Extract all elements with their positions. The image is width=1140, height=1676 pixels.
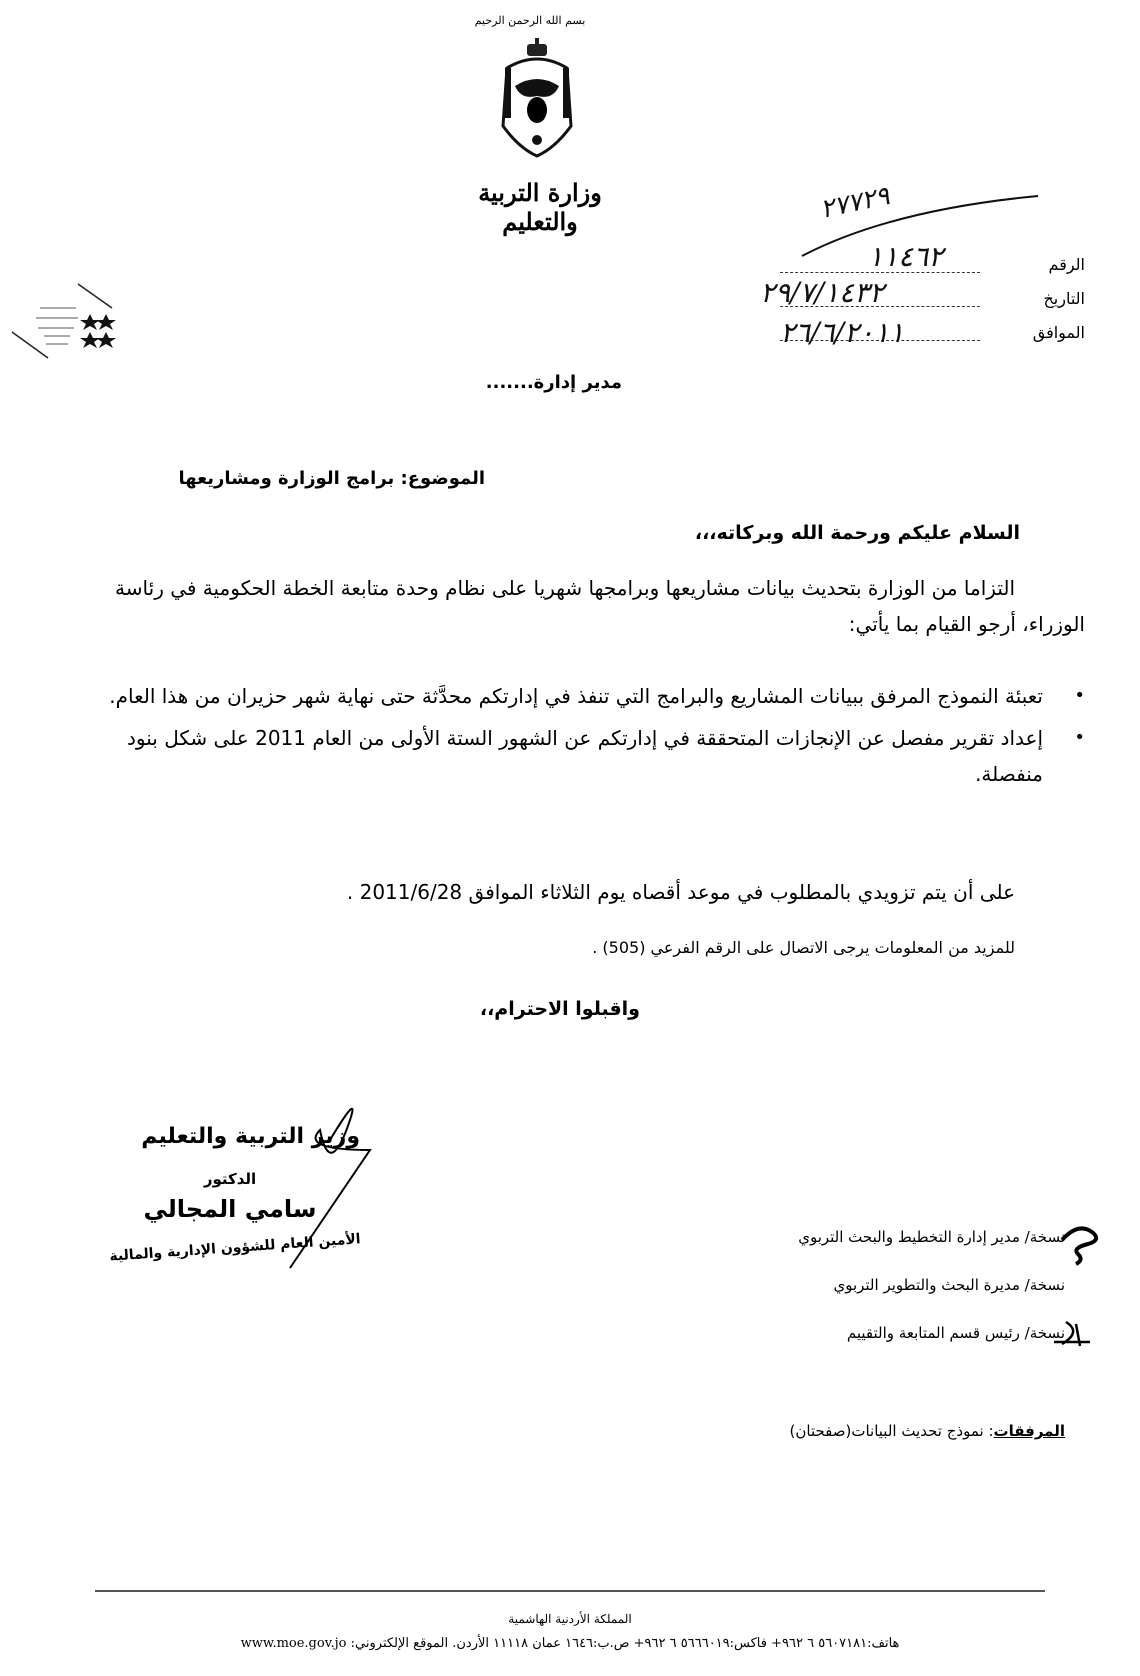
bullet-icon: • [1074, 685, 1085, 706]
contact-text: للمزيد من المعلومات يرجى الاتصال على الرقم الفرعي (505) . [592, 938, 1015, 957]
date-label: التاريخ [1043, 289, 1085, 308]
closing-text: واقبلوا الاحترام،، [479, 998, 640, 1020]
list-item [85, 678, 1085, 714]
signatory-name: سامي المجالي [143, 1195, 317, 1223]
intro-text: التزاما من الوزارة بتحديث بيانات مشاريعها وبرامجها شهريا على نظام وحدة متابعة الخطة الحكومية في رئاسة الوزراء، أرجو القيام بما يأتي: [115, 576, 1085, 636]
footer-divider [95, 1590, 1045, 1592]
corresponding-date-label: الموافق [1032, 323, 1085, 342]
stars-stamp-icon [8, 280, 118, 360]
signature-scribble-icon [260, 1090, 380, 1270]
initials-mark-icon [1058, 1222, 1102, 1266]
copies-list [685, 1228, 1065, 1372]
footer-website-link[interactable]: www.moe.gov.jo [240, 1636, 347, 1651]
list-item-text: تعبئة النموذج المرفق ببيانات المشاريع والبرامج التي تنفذ في إدارتكم محدَّثة حتى نهاية شهر حزيران من هذا العام. [109, 684, 1043, 708]
list-item-text: إعداد تقرير مفصل عن الإنجازات المتحققة في إدارتكم عن الشهور الستة الأولى من العام 2011 على شكل بنود منفصلة. [127, 726, 1043, 786]
jordan-coat-of-arms-icon [497, 38, 577, 158]
crown-icon [527, 38, 547, 56]
hijri-date-value: ٢٩/٧/١٤٣٢ [760, 276, 885, 309]
number-value: ١١٤٦٢ [868, 240, 944, 273]
signatory-title: وزير التربية والتعليم [141, 1124, 360, 1149]
copy-recipient: نسخة/ مديرة البحث والتطوير التربوي [833, 1276, 1065, 1294]
footer-contact [95, 1636, 1045, 1651]
gregorian-date-value: ٢٦/٦/٢٠١١ [780, 316, 905, 349]
attachments-line [790, 1422, 1066, 1440]
deadline-text: على أن يتم تزويدي بالمطلوب في موعد أقصاه يوم الثلاثاء الموافق 2011/6/28 . [346, 880, 1015, 904]
footer-contact-details: هاتف:٥٦٠٧١٨١ ٦ ٩٦٢+ فاكس:٥٦٦٦٠١٩ ٦ ٩٦٢+ ص.ب:١٦٤٦ عمان ١١١١٨ الأردن. الموقع الإلكتروني: [350, 1636, 900, 1651]
bullet-icon: • [1074, 727, 1085, 748]
list-item [85, 720, 1085, 792]
number-label: الرقم [1048, 255, 1085, 274]
copy-recipient: نسخة/ مدير إدارة التخطيط والبحث التربوي [798, 1228, 1065, 1246]
subject-line: الموضوع: برامج الوزارة ومشاريعها [178, 468, 485, 489]
initials-mark-icon [1052, 1318, 1092, 1348]
ministry-name: وزارة التربية والتعليم [478, 178, 602, 236]
attachments-value: : نموذج تحديث البيانات(صفحتان) [789, 1422, 994, 1440]
handwritten-annotation: ٢٧٧٢٩ [817, 181, 893, 225]
copy-recipient: نسخة/ رئيس قسم المتابعة والتقييم [846, 1324, 1065, 1342]
basmala: بسم الله الرحمن الرحيم [474, 14, 586, 27]
addressee: مدير إدارة....... [485, 372, 622, 393]
intro-paragraph [55, 570, 1085, 642]
footer-kingdom: المملكة الأردنية الهاشمية [508, 1612, 632, 1626]
attachments-label: المرفقات [993, 1422, 1065, 1440]
request-list [85, 678, 1085, 798]
signatory-prefix: الدكتور [203, 1170, 257, 1188]
signatory-role: الأمين العام للشؤون الإدارية والمالية [108, 1231, 362, 1265]
greeting: السلام عليكم ورحمة الله وبركاته،،، [694, 522, 1020, 544]
